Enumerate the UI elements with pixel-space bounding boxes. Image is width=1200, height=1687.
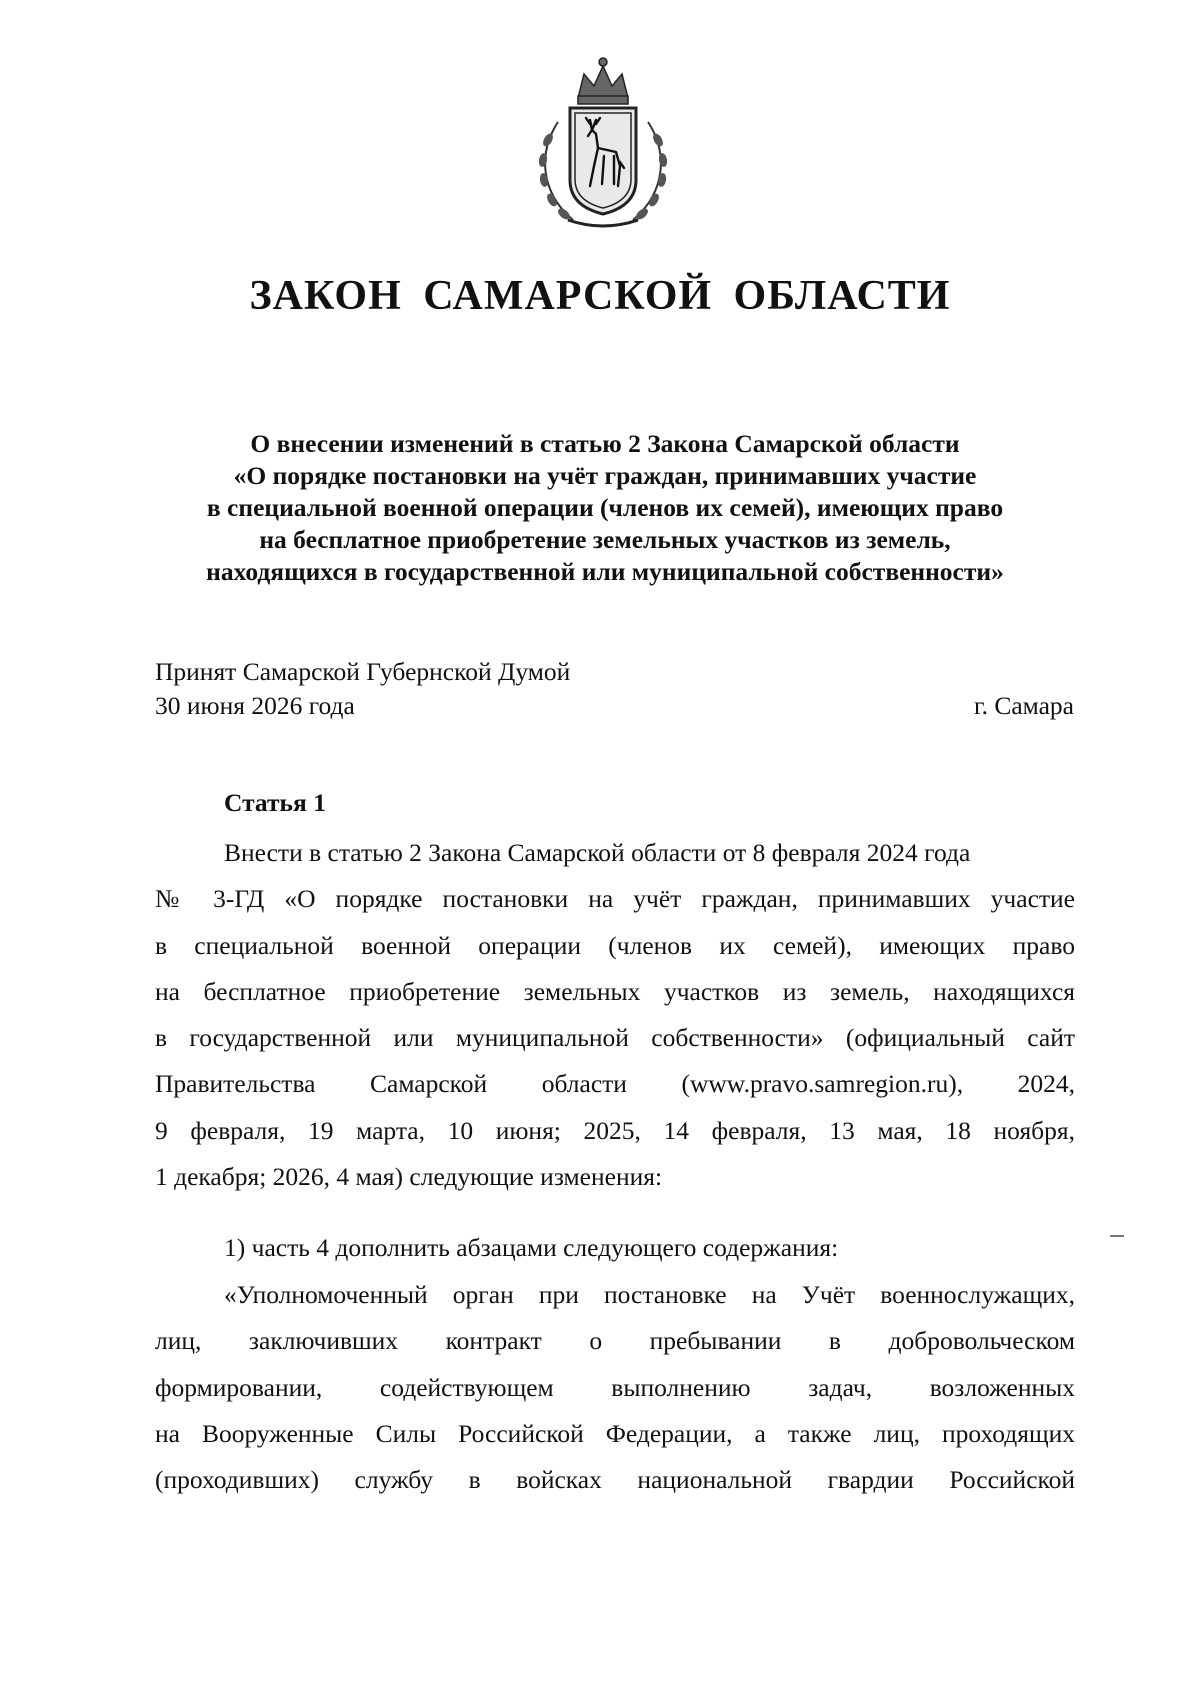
paragraph-line: лиц, заключивших контракт о пребывании в добровольческом xyxy=(155,1326,1075,1356)
paragraph-line: в государственной или муниципальной собственности» (официальный сайт xyxy=(155,1023,1075,1053)
adopted-by: Принят Самарской Губернской Думой xyxy=(155,657,571,686)
document-subtitle xyxy=(150,428,1060,588)
adopted-date: 30 июня 2026 года xyxy=(155,691,355,720)
subtitle-line: О внесении изменений в статью 2 Закона Самарской области xyxy=(250,429,960,458)
paragraph-line: «Уполномоченный орган при постановке на Учёт военнослужащих, xyxy=(224,1280,1075,1309)
paragraph-1 xyxy=(155,830,1075,1200)
paragraph-line: на Вооруженные Силы Российской Федерации, а также лиц, проходящих xyxy=(155,1418,1075,1448)
paragraph-line: № 3-ГД «О порядке постановки на учёт граждан, принимавших участие xyxy=(155,884,1075,914)
paragraph-line: 1 декабря; 2026, 4 мая) следующие изменения: xyxy=(155,1162,663,1192)
paragraph-2 xyxy=(155,1225,1075,1271)
paragraph-line: 9 февраля, 19 марта, 10 июня; 2025, 14 февраля, 13 мая, 18 ноября, xyxy=(155,1115,1075,1145)
subtitle-line: «О порядке постановки на учёт граждан, принимавших участие xyxy=(233,461,977,490)
paragraph-line: Правительства Самарской области (www.pravo.samregion.ru), 2024, xyxy=(155,1069,1075,1099)
subtitle-line: находящихся в государственной или муниципальной собственности» xyxy=(206,557,1004,586)
article-title: Статья 1 xyxy=(224,788,326,817)
paragraph-line: формировании, содействующем выполнению задач, возложенных xyxy=(155,1372,1075,1402)
subtitle-line: на бесплатное приобретение земельных участков из земель, xyxy=(259,525,951,554)
city: г. Самара xyxy=(973,691,1074,720)
document-title: ЗАКОН САМАРСКОЙ ОБЛАСТИ xyxy=(249,273,951,319)
paragraph-line: (проходивших) службу в войсках национальной гвардии Российской xyxy=(155,1465,1075,1495)
paragraph-line: в специальной военной операции (членов их семей), имеющих право xyxy=(155,930,1075,960)
subtitle-line: в специальной военной операции (членов их семей), имеющих право xyxy=(206,493,1004,522)
scan-mark xyxy=(1110,1235,1124,1237)
paragraph-line: 1) часть 4 дополнить абзацами следующего содержания: xyxy=(224,1233,839,1262)
paragraph-line: Внести в статью 2 Закона Самарской области от 8 февраля 2024 года xyxy=(224,838,971,867)
coat-of-arms-icon xyxy=(528,52,678,230)
paragraph-3 xyxy=(155,1272,1075,1503)
paragraph-line: на бесплатное приобретение земельных участков из земель, находящихся xyxy=(155,976,1075,1006)
adoption-block xyxy=(155,655,570,723)
